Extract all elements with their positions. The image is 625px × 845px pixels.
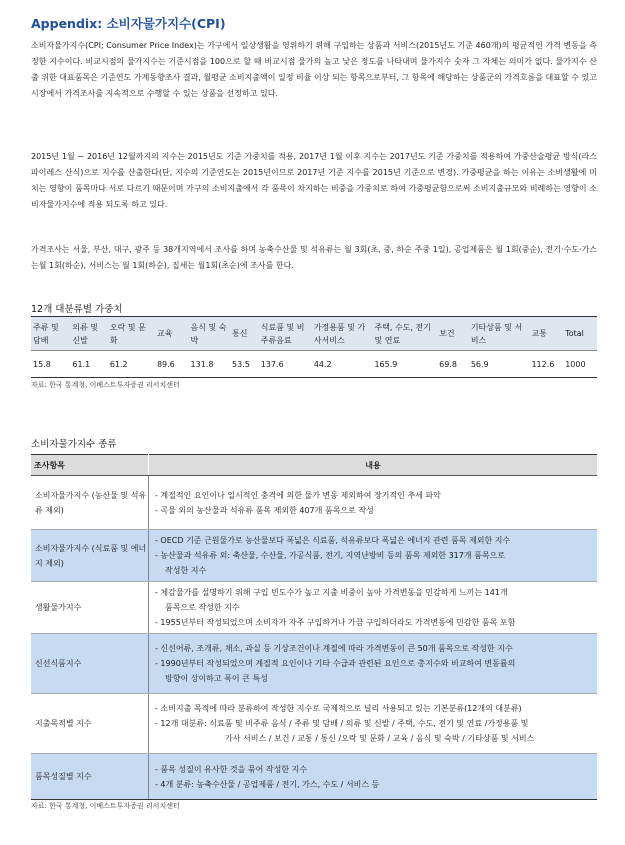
weights-table [31,317,597,378]
weights-header-cell: 가정용품 및 가사서비스 [312,317,373,351]
types-row-line: - 신선어류, 조개류, 채소, 과실 등 기상조건이나 계절에 따라 가격변동이 큰 50개 품목으로 작성한 지수 [155,644,513,653]
weights-source: 자료: 한국 통계청, 이베스트투자증권 리서치센터 [31,381,180,389]
weights-value-cell: 53.5 [230,351,259,378]
weights-value-cell: 56.9 [469,351,530,378]
weights-header-cell: 식료품 및 비주류음료 [259,317,312,351]
types-row-line: - 1990년부터 작성되었으며 계절적 요인이나 기타 수급과 관련된 요인으로 총지수와 비교하여 변동률의 [155,659,516,668]
types-row [31,582,597,634]
types-row [31,634,597,694]
types-row-line: - 소비지출 목적에 따라 분류하여 작성한 지수로 국제적으로 널리 사용되고 있는 기본분류(12개의 대분류) [155,704,522,713]
weights-top-rule [31,316,597,317]
types-row-name: 소비자물가지수 (농산물 및 석유류 제외) [31,476,149,530]
weights-header-cell: 교육 [155,317,189,351]
types-row-desc [149,694,598,754]
types-row-line: 품목으로 작성한 지수 [165,603,240,612]
weights-value-cell: 131.8 [189,351,230,378]
weights-value-cell: 89.6 [155,351,189,378]
types-row-line: - 계절적인 요인이나 일시적인 충격에 의한 물가 변동 제외하여 장기적인 추세 파악 [155,490,441,500]
weights-heading: 12개 대분류별 가중치 [31,304,123,315]
cpi-types-table [31,454,597,800]
types-header-content: 내용 [149,455,598,476]
types-row-line: - 품목 성질이 유사한 것을 묶어 작성한 지수 [155,764,308,774]
types-row-name: 소비자물가지수 (식료품 및 에너지 제외) [31,530,149,582]
weights-value-cell: 61.2 [108,351,155,378]
paragraph-weights: 2015년 1월 ~ 2016년 12월까지의 지수는 2015년도 기준 가중치를 적용, 2017년 1월 이후 지수는 2017년도 기준 가중치를 적용하여 가중산술평균 방식(라스파이레스 산식)으로 지수를 산출한다(단, 지수의 기준연도는 2015년이므로 2017년 기준 지수를 2015년 기준으로 변경). 가중평균을 하는 이유는 소비생활에 미치는 영향이 품목마다 서로 다르기 때문이며 가구의 소비지출에서 각 품목이 차지하는 비중을 가중치로 하여 가중평균함으로써 소비지출규모와 비례하는 영향이 소비자물가지수에 적용 되도록 하고 있다. [31,152,597,209]
types-row-line: - OECD 기준 근원물가로 농산물보다 폭넓은 식료품, 석유류보다 폭넓은 에너지 관련 품목 제외한 지수 [155,536,511,545]
types-row [31,754,597,800]
types-row-desc [149,754,598,800]
weights-header-cell: Total [563,317,597,351]
paragraph-intro: 소비자물가지수(CPI; Consumer Price Index)는 가구에서 일상생활을 영위하기 위해 구입하는 상품과 서비스(2015년도 기준 460개)의 평균적인 가격 변동을 측정한 지수이다. 비교시점의 물가지수는 기준시점을 100으로 할 때 비교시점 물가의 높고 낮은 정도를 나타내며 물가지수 숫자 그 자체는 의미가 없다. 물가지수 산출 위한 대표품목은 기준연도 가계동향조사 결과, 월평균 소비지출액이 일정 비율 이상 되는 항목으로부터, 그 항목에 해당하는 상품군의 가격흐름을 대표할 수 있고 시장에서 가격조사를 지속적으로 수행할 수 있는 상품을 선정하고 있다. [31,41,597,98]
weights-value-cell: 69.8 [437,351,469,378]
types-row-name: 품목성질별 지수 [31,754,149,800]
types-row-line: 가사 서비스 / 보건 / 교통 / 통신 /오락 및 문화 / 교육 / 음식 및 숙박 / 기타상품 및 서비스 [225,734,535,743]
weights-value-cell: 61.1 [70,351,107,378]
types-row [31,694,597,754]
weights-header-cell: 주류 및 담배 [31,317,70,351]
weights-value-cell: 165.9 [372,351,437,378]
types-row-line: - 12개 대분류: 식료품 및 비주류 음식 / 주류 및 담배 / 의류 및 신발 / 주택, 수도, 전기 및 연료 /가정용품 및 [155,719,529,728]
weights-header-cell: 통신 [230,317,259,351]
types-row-line: - 농산물과 석유류 외: 축산물, 수산물, 가공식품, 전기, 지역난방비 등의 품목 제외한 317개 품목으로 [155,551,506,560]
page-title: Appendix: 소비자물가지수(CPI) [31,16,226,31]
weights-value-cell: 44.2 [312,351,373,378]
weights-header-row [31,317,597,351]
types-row [31,476,597,530]
weights-header-cell: 보건 [437,317,469,351]
weights-header-cell: 의류 및 신발 [70,317,107,351]
types-row-line: - 곡물 외의 농산물과 석유류 품목 제외한 407개 품목으로 작성 [155,505,374,515]
types-row-name: 신선식품지수 [31,634,149,694]
types-row-name: 생활물가지수 [31,582,149,634]
weights-header-cell: 음식 및 숙박 [189,317,230,351]
types-row-line: - 1955년부터 작성되었으며 소비자가 자주 구입하거나 가끔 구입하더라도 가격변동에 민감한 품목 포함 [155,618,516,627]
types-row-line: 작성한 지수 [165,566,207,575]
weights-value-cell: 137.6 [259,351,312,378]
types-source: 자료: 한국 통계청, 이베스트투자증권 리서치센터 [31,802,180,810]
weights-value-cell: 1000 [563,351,597,378]
types-row-line: - 체감물가를 설명하기 위해 구입 빈도수가 높고 지출 비중이 높아 가격변동을 민감하게 느끼는 141개 [155,588,508,597]
types-row-desc [149,530,598,582]
types-row [31,530,597,582]
weights-header-cell: 교통 [529,317,563,351]
types-row-desc [149,476,598,530]
types-row-line: 방향이 상이하고 폭이 큰 특성 [165,674,268,683]
types-heading: 소비자물가지수 종류 [31,439,117,450]
types-row-name: 지출목적별 지수 [31,694,149,754]
types-row-desc [149,582,598,634]
paragraph-survey: 가격조사는 서울, 부산, 대구, 광주 등 38개지역에서 조사를 하며 농축수산물 및 석유류는 월 3회(초, 중, 하순 주중 1일), 공업제품은 월 1회(중순), 전기·수도·가스는월 1회(하순), 서비스는 월 1회(하순), 집세는 월1회(초순)에 조사를 한다. [31,245,597,270]
types-header-row [31,455,597,476]
weights-header-cell: 기타상품 및 서비스 [469,317,530,351]
weights-value-cell: 15.8 [31,351,70,378]
types-row-line: - 4개 분류: 농축수산물 / 공업제품 / 전기, 가스, 수도 / 서비스 등 [155,779,380,789]
weights-header-cell: 오락 및 문화 [108,317,155,351]
weights-value-cell: 112.6 [529,351,563,378]
weights-header-cell: 주택, 수도, 전기 및 연료 [372,317,437,351]
weights-value-row [31,351,597,378]
types-row-desc [149,634,598,694]
types-header-item: 조사항목 [31,455,149,476]
